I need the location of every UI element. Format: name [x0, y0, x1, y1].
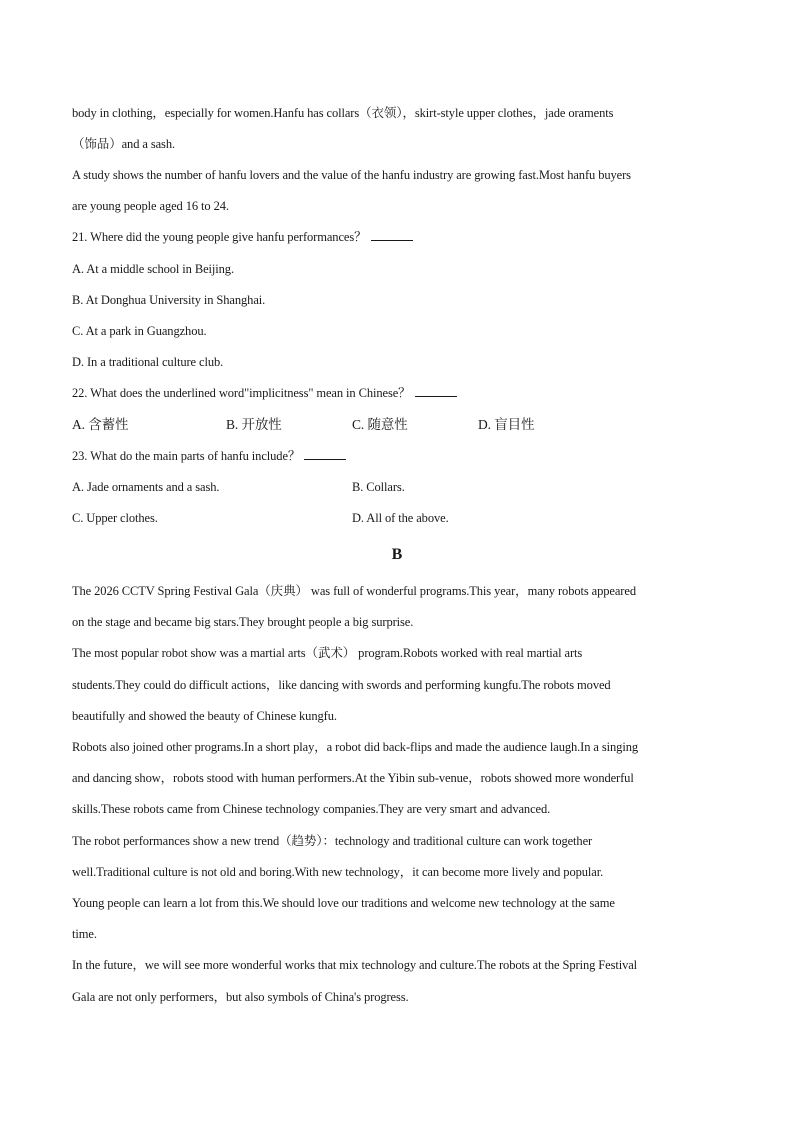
passage-b-line-11: Young people can learn a lot from this.We should love our traditions and welcome new technology at the same	[72, 896, 615, 910]
answer-blank-22[interactable]	[415, 384, 457, 397]
passage-a-line-1: body in clothing，especially for women.Hanfu has collars（衣领），skirt-style upper clothes，jade oraments	[72, 106, 614, 120]
question-23-stem: 23. What do the main parts of hanfu include？	[72, 449, 301, 463]
q22-option-a: A. 含蓄性	[72, 417, 129, 432]
passage-b-line-3: The most popular robot show was a martial arts（武术） program.Robots worked with real martial arts	[72, 646, 583, 660]
question-22-stem: 22. What does the underlined word"implicitness" mean in Chinese？	[72, 386, 411, 400]
passage-b-line-12: time.	[72, 927, 97, 941]
q22-option-c: C. 随意性	[352, 417, 408, 432]
q23-option-b: B. Collars.	[352, 480, 405, 494]
passage-b-line-5: beautifully and showed the beauty of Chinese kungfu.	[72, 709, 337, 723]
section-b-heading: B	[391, 546, 403, 563]
passage-a-line-3: A study shows the number of hanfu lovers and the value of the hanfu industry are growing fast.Most hanfu buyers	[72, 168, 631, 182]
q22-option-b: B. 开放性	[226, 417, 282, 432]
passage-b-line-6: Robots also joined other programs.In a short play，a robot did back-flips and made the audience laugh.In a singing	[72, 740, 638, 754]
q21-option-b: B. At Donghua University in Shanghai.	[72, 293, 266, 307]
passage-b-line-7: and dancing show，robots stood with human performers.At the Yibin sub-venue，robots showed more wonderful	[72, 771, 634, 785]
passage-b-line-8: skills.These robots came from Chinese technology companies.They are very smart and advanced.	[72, 802, 551, 816]
passage-b-line-2: on the stage and became big stars.They brought people a big surprise.	[72, 615, 414, 629]
passage-b-line-1: The 2026 CCTV Spring Festival Gala（庆典） was full of wonderful programs.This year，many robots appeared	[72, 584, 636, 598]
answer-blank-21[interactable]	[371, 228, 413, 241]
q23-option-d: D. All of the above.	[352, 511, 449, 525]
q23-option-a: A. Jade ornaments and a sash.	[72, 480, 220, 494]
passage-b-line-4: students.They could do difficult actions，like dancing with swords and performing kungfu.The robots moved	[72, 678, 611, 692]
question-23	[72, 447, 734, 465]
passage-a-line-4: are young people aged 16 to 24.	[72, 199, 229, 213]
q23-option-c: C. Upper clothes.	[72, 511, 158, 525]
passage-b-line-10: well.Traditional culture is not old and boring.With new technology，it can become more lively and popular.	[72, 865, 604, 879]
question-21	[72, 228, 734, 246]
passage-a-line-2: （饰品）and a sash.	[72, 137, 175, 151]
q22-option-d: D. 盲目性	[478, 417, 535, 432]
passage-b-line-13: In the future，we will see more wonderful works that mix technology and culture.The robots at the Spring Festival	[72, 958, 638, 972]
q21-option-a: A. At a middle school in Beijing.	[72, 262, 234, 276]
q21-option-d: D. In a traditional culture club.	[72, 355, 224, 369]
question-21-stem: 21. Where did the young people give hanfu performances？	[72, 230, 367, 244]
passage-b-line-14: Gala are not only performers，but also symbols of China's progress.	[72, 990, 409, 1004]
question-22	[72, 384, 734, 402]
answer-blank-23[interactable]	[304, 447, 346, 460]
passage-b-line-9: The robot performances show a new trend（趋势）：technology and traditional culture can work together	[72, 834, 593, 848]
q21-option-c: C. At a park in Guangzhou.	[72, 324, 207, 338]
